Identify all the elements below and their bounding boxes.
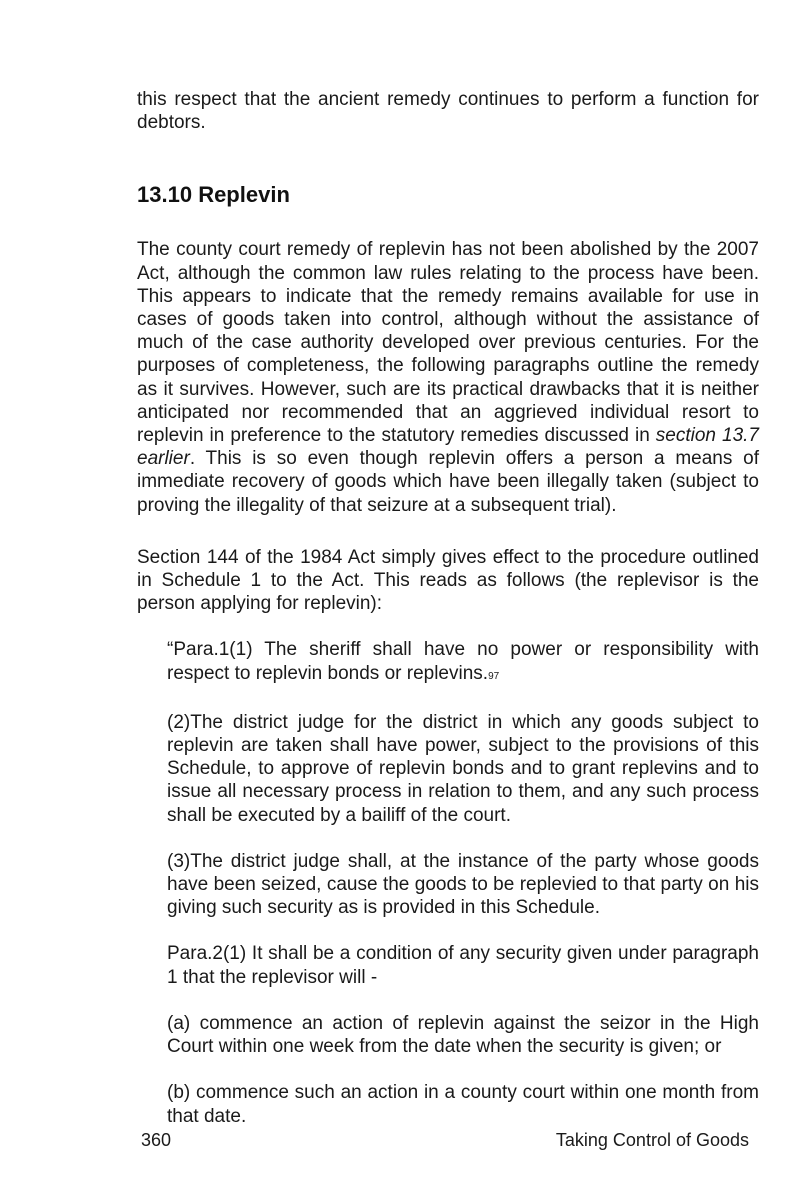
paragraph-1-text-a: The county court remedy of replevin has not been abolished by the 2007 Act, although the common law rules relating to the process have been. This appears to indicate that the remedy remains available for use in cases of goods taken into control, although without the assistance of much of the case authority developed over previous centuries. For the purposes of completeness, the following paragraphs outline the remedy as it survives. However, such are its practical drawbacks that it is neither anticipated nor recommended that an aggrieved individual resort to replevin in preference to the statutory remedies discussed in [137,239,759,447]
section-title: Replevin [198,182,290,208]
intro-paragraph: this respect that the ancient remedy continues to perform a function for debtors. [137,89,759,134]
quote-para-1-2: (2)The district judge for the district in which any goods subject to replevin are taken shall have power, subject to the provisions of this Schedule, to approve of replevin bonds and to grant replevins and to issue all necessary process in relation to them, and any such process shall be executed by a bailiff of the court. [167,711,759,826]
section-number: 13.10 [137,182,193,208]
schedule-quotation [167,638,759,1127]
quote-para-1-1-text: “Para.1(1) The sheriff shall have no power or responsibility with respect to replevin bonds or replevins. [167,639,759,684]
quote-para-2-1-a: (a) commence an action of replevin against the seizor in the High Court within one week from the date when the security is given; or [167,1012,759,1058]
quote-para-2-1: Para.2(1) It shall be a condition of any security given under paragraph 1 that the replevisor will - [167,943,759,988]
page-number: 360 [141,1130,172,1150]
page-footer [141,1129,749,1151]
paragraph-1-text-b: . This is so even though replevin offers a person a means of immediate recovery of goods which have been illegally taken (subject to proving the illegality of that seizure at a subsequent trial). [137,448,759,516]
quote-para-1-3: (3)The district judge shall, at the instance of the party whose goods have been seized, cause the goods to be replevied to that party on his giving such security as is provided in this Schedule. [167,850,759,919]
quote-para-2-1-b: (b) commence such an action in a county court within one month from that date. [167,1082,759,1127]
body-paragraph-1 [137,238,759,516]
document-page [137,88,759,1128]
body-paragraph-2: Section 144 of the 1984 Act simply gives effect to the procedure outlined in Schedule 1 to the Act. This reads as follows (the replevisor is the person applying for replevin): [137,546,759,615]
quote-para-1-1 [167,638,759,687]
footnote-reference[interactable]: 97 [488,670,500,682]
running-title: Taking Control of Goods [555,1130,749,1150]
cross-reference: section 13.7 earlier [137,425,759,470]
section-heading [137,182,759,208]
